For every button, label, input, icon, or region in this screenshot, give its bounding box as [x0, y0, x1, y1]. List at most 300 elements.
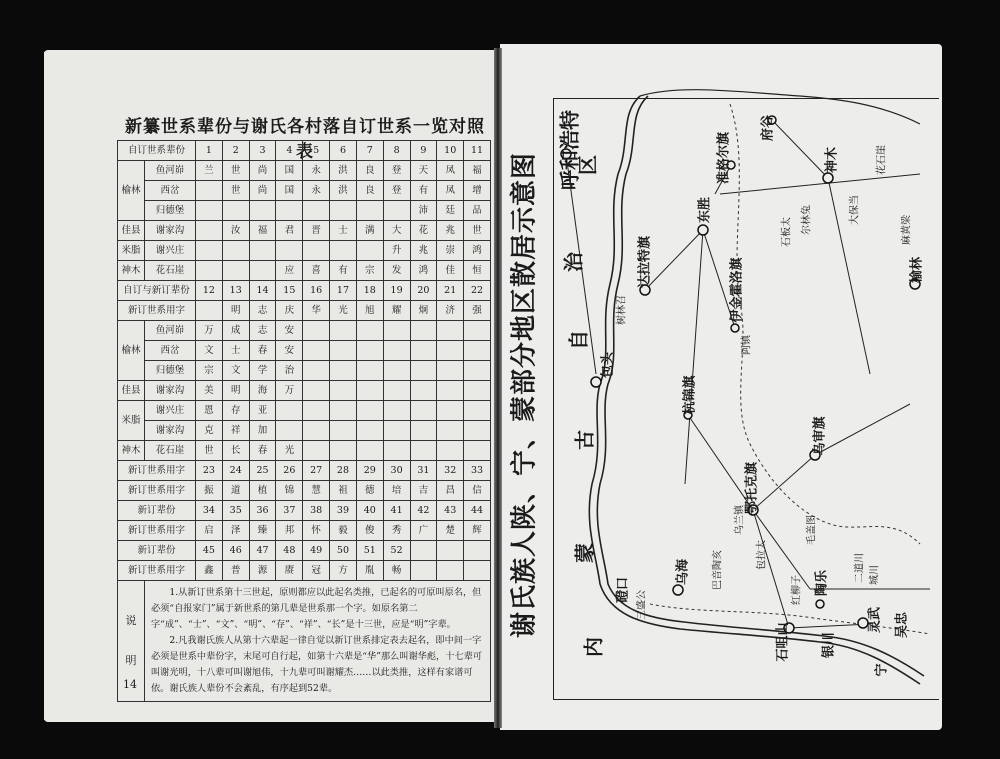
place-zhungeer: 准格尔旗 [716, 131, 732, 185]
generation-number-cell: 3 [249, 141, 276, 161]
generation-char-cell: 鸿 [410, 261, 437, 281]
generation-char-cell: 有 [410, 181, 437, 201]
generation-char-cell [383, 421, 410, 441]
village-cell: 花石崖 [145, 261, 196, 281]
place-taole: 陶乐 [814, 569, 830, 597]
generation-char-cell [276, 201, 303, 221]
generation-char-cell [196, 221, 223, 241]
generation-char-cell [410, 361, 437, 381]
generation-char-cell [437, 401, 464, 421]
generation-char-cell: 学 [249, 361, 276, 381]
generation-char-cell: 耀 [383, 301, 410, 321]
generation-char-cell: 安 [276, 321, 303, 341]
generation-char-cell [437, 561, 464, 581]
row-label-cell: 新订世系用字 [118, 301, 196, 321]
generation-char-cell: 36 [249, 501, 276, 521]
place-huhehaote: 呼和浩特 [557, 110, 582, 190]
generation-char-cell [303, 321, 330, 341]
generation-char-cell: 良 [356, 161, 383, 181]
generation-char-cell [383, 341, 410, 361]
row-label-cell: 新订世系用字 [118, 561, 196, 581]
generation-char-cell: 道 [222, 481, 249, 501]
generation-comparison-table [117, 140, 491, 702]
generation-char-cell [196, 181, 223, 201]
generation-char-cell [222, 241, 249, 261]
table-row [118, 481, 491, 501]
generation-char-cell [356, 241, 383, 261]
generation-char-cell: 吉 [410, 481, 437, 501]
generation-char-cell: 洪 [330, 161, 357, 181]
generation-char-cell [383, 381, 410, 401]
generation-char-cell: 46 [222, 541, 249, 561]
generation-char-cell: 兰 [196, 161, 223, 181]
generation-char-cell [276, 421, 303, 441]
generation-char-cell: 志 [249, 321, 276, 341]
place-etuoke: 鄂托克旗 [744, 461, 760, 515]
generation-char-cell: 国 [276, 161, 303, 181]
generation-char-cell: 39 [330, 501, 357, 521]
table-header-row [118, 141, 491, 161]
generation-char-cell: 德 [356, 481, 383, 501]
village-cell: 西岔 [145, 341, 196, 361]
village-cell: 谢兴庄 [145, 241, 196, 261]
generation-char-cell: 存 [222, 401, 249, 421]
generation-char-cell: 俊 [356, 521, 383, 541]
generation-char-cell: 35 [222, 501, 249, 521]
row-label-cell: 新订世系用字 [118, 461, 196, 481]
generation-char-cell: 15 [276, 281, 303, 301]
generation-char-cell: 43 [437, 501, 464, 521]
village-cell: 归德堡 [145, 361, 196, 381]
row-label-cell: 新订辈份 [118, 541, 196, 561]
generation-char-cell: 植 [249, 481, 276, 501]
county-cell: 米脂 [118, 241, 145, 261]
place-dengkou: 磴口 [615, 576, 631, 604]
table-row [118, 361, 491, 381]
generation-char-cell: 世 [196, 441, 223, 461]
generation-char-cell: 16 [303, 281, 330, 301]
generation-char-cell: 良 [356, 181, 383, 201]
generation-char-cell: 永 [303, 181, 330, 201]
generation-char-cell [196, 201, 223, 221]
generation-char-cell: 永 [303, 161, 330, 181]
generation-char-cell: 有 [330, 261, 357, 281]
generation-char-cell [249, 241, 276, 261]
notes-row [118, 581, 491, 702]
note-paragraph: 2.凡我谢氏族人从第十六辈起一律自觉以新订世系排定表去起名，即中间一字必须是世系中辈份字，末尾可自行起，如第十六辈是“华”那么叫谢华彪，十七辈可叫谢光明，十八辈可叫谢旭伟，十九辈可叫谢耀杰……以此类推，这样有家谱可依。谢氏族人辈份不会紊乱，有序起到52辈。 [151, 635, 482, 694]
place-minor: 城川 [869, 565, 881, 585]
county-cell: 佳县 [118, 381, 145, 401]
generation-char-cell: 27 [303, 461, 330, 481]
generation-char-cell: 祥 [222, 421, 249, 441]
generation-char-cell: 赓 [276, 561, 303, 581]
generation-number-cell: 4 [276, 141, 303, 161]
province-boundary [650, 104, 930, 634]
generation-char-cell [222, 261, 249, 281]
generation-char-cell: 29 [356, 461, 383, 481]
table-row [118, 461, 491, 481]
region-label: 自 [566, 330, 591, 350]
generation-char-cell [437, 341, 464, 361]
table-row [118, 201, 491, 221]
place-minor: 三盛公 [636, 590, 648, 620]
generation-char-cell: 文 [222, 361, 249, 381]
generation-char-cell: 秀 [383, 521, 410, 541]
generation-char-cell: 尚 [249, 161, 276, 181]
table-row [118, 441, 491, 461]
table-row [118, 281, 491, 301]
village-cell: 鱼河峁 [145, 321, 196, 341]
generation-char-cell: 18 [356, 281, 383, 301]
generation-char-cell [356, 401, 383, 421]
generation-char-cell: 满 [356, 221, 383, 241]
generation-char-cell: 世 [222, 161, 249, 181]
generation-char-cell: 成 [222, 321, 249, 341]
generation-char-cell: 华 [303, 301, 330, 321]
generation-char-cell [330, 241, 357, 261]
generation-char-cell: 畅 [383, 561, 410, 581]
region-label: 古 [572, 430, 597, 450]
village-cell: 鱼河峁 [145, 161, 196, 181]
table-row [118, 321, 491, 341]
generation-char-cell [383, 321, 410, 341]
village-cell: 谢家沟 [145, 421, 196, 441]
generation-char-cell [196, 261, 223, 281]
generation-char-cell: 20 [410, 281, 437, 301]
generation-char-cell [410, 541, 437, 561]
generation-char-cell [410, 381, 437, 401]
generation-char-cell: 升 [383, 241, 410, 261]
place-ning: 宁 [874, 663, 890, 677]
generation-char-cell [330, 441, 357, 461]
generation-char-cell: 慧 [303, 481, 330, 501]
generation-char-cell [464, 421, 491, 441]
generation-char-cell [330, 201, 357, 221]
generation-char-cell: 炯 [410, 301, 437, 321]
generation-char-cell: 普 [222, 561, 249, 581]
generation-char-cell: 强 [464, 301, 491, 321]
generation-char-cell: 28 [330, 461, 357, 481]
place-minor: 麻黄梁 [901, 215, 913, 245]
generation-char-cell: 信 [464, 481, 491, 501]
generation-char-cell: 发 [383, 261, 410, 281]
table-row [118, 261, 491, 281]
generation-number-cell: 1 [196, 141, 223, 161]
generation-char-cell: 亚 [249, 401, 276, 421]
place-minor: 二道川 [854, 553, 866, 583]
generation-char-cell [464, 541, 491, 561]
generation-char-cell: 25 [249, 461, 276, 481]
generation-char-cell [464, 381, 491, 401]
generation-number-cell: 8 [383, 141, 410, 161]
generation-char-cell: 兆 [437, 221, 464, 241]
place-yijinhuoluo: 伊金霍洛旗 [729, 257, 745, 323]
generation-char-cell: 沛 [410, 201, 437, 221]
generation-char-cell: 天 [410, 161, 437, 181]
place-hangjin: 杭锦旗 [682, 375, 698, 415]
generation-char-cell [276, 241, 303, 261]
generation-char-cell [249, 261, 276, 281]
generation-char-cell: 22 [464, 281, 491, 301]
generation-char-cell [330, 321, 357, 341]
generation-char-cell: 34 [196, 501, 223, 521]
generation-char-cell: 鸿 [464, 241, 491, 261]
generation-char-cell: 士 [330, 221, 357, 241]
place-yinchuan: 银川 [821, 631, 837, 659]
generation-char-cell: 24 [222, 461, 249, 481]
place-minor: 尔林兔 [801, 205, 813, 235]
generation-char-cell: 50 [330, 541, 357, 561]
generation-char-cell: 12 [196, 281, 223, 301]
village-cell: 花石崖 [145, 441, 196, 461]
place-minor: 毛盖图 [806, 515, 818, 545]
generation-char-cell: 鑫 [196, 561, 223, 581]
generation-char-cell [464, 321, 491, 341]
generation-char-cell [410, 441, 437, 461]
generation-char-cell [437, 361, 464, 381]
table-row [118, 241, 491, 261]
generation-char-cell: 泽 [222, 521, 249, 541]
generation-char-cell: 应 [276, 261, 303, 281]
generation-char-cell: 文 [196, 341, 223, 361]
generation-char-cell: 光 [330, 301, 357, 321]
generation-char-cell: 14 [249, 281, 276, 301]
generation-char-cell: 23 [196, 461, 223, 481]
place-minor: 花石崖 [876, 145, 888, 175]
county-cell: 米脂 [118, 401, 145, 441]
map-title: 谢氏族人陕、宁、蒙部分地区散居示意图 [509, 151, 540, 639]
generation-char-cell: 37 [276, 501, 303, 521]
generation-char-cell: 19 [383, 281, 410, 301]
generation-char-cell: 士 [222, 341, 249, 361]
place-minor: 石板太 [781, 217, 793, 247]
generation-char-cell [437, 421, 464, 441]
generation-number-cell: 10 [437, 141, 464, 161]
generation-number-cell: 9 [410, 141, 437, 161]
generation-char-cell: 胤 [356, 561, 383, 581]
generation-char-cell: 大 [383, 221, 410, 241]
generation-char-cell [410, 561, 437, 581]
generation-char-cell [330, 381, 357, 401]
place-fugu: 府谷 [760, 114, 776, 142]
generation-char-cell: 凤 [437, 161, 464, 181]
table-row [118, 221, 491, 241]
generation-char-cell [356, 341, 383, 361]
generation-char-cell [356, 381, 383, 401]
generation-char-cell: 佳 [437, 261, 464, 281]
generation-char-cell [410, 401, 437, 421]
generation-char-cell: 尚 [249, 181, 276, 201]
generation-char-cell: 30 [383, 461, 410, 481]
county-cell: 榆林 [118, 321, 145, 381]
generation-char-cell [330, 341, 357, 361]
generation-char-cell: 济 [437, 301, 464, 321]
generation-char-cell: 登 [383, 181, 410, 201]
region-label: 治 [561, 252, 586, 272]
generation-char-cell: 52 [383, 541, 410, 561]
generation-char-cell [276, 401, 303, 421]
generation-char-cell [356, 421, 383, 441]
row-label-cell: 新订世系用字 [118, 481, 196, 501]
notes-label-char: 明 [125, 654, 137, 667]
generation-char-cell: 振 [196, 481, 223, 501]
generation-number-cell: 6 [330, 141, 357, 161]
county-cell: 佳县 [118, 221, 145, 241]
county-cell: 榆林 [118, 161, 145, 221]
generation-char-cell [383, 201, 410, 221]
generation-char-cell: 辉 [464, 521, 491, 541]
generation-char-cell [356, 441, 383, 461]
connector-lines [566, 120, 930, 628]
generation-char-cell [303, 241, 330, 261]
generation-char-cell: 国 [276, 181, 303, 201]
place-minor: 巴音陶亥 [712, 550, 724, 590]
generation-char-cell: 春 [249, 341, 276, 361]
generation-char-cell: 春 [249, 441, 276, 461]
generation-char-cell: 广 [410, 521, 437, 541]
generation-char-cell [303, 441, 330, 461]
generation-char-cell [464, 401, 491, 421]
generation-char-cell: 恒 [464, 261, 491, 281]
place-baotou: 包头 [600, 351, 616, 379]
generation-char-cell: 明 [222, 381, 249, 401]
generation-char-cell [410, 421, 437, 441]
row-label-cell: 新订世系用字 [118, 521, 196, 541]
place-minor: 包拉太 [756, 540, 768, 570]
generation-char-cell: 51 [356, 541, 383, 561]
generation-char-cell [330, 421, 357, 441]
generation-char-cell [383, 441, 410, 461]
table-row [118, 561, 491, 581]
generation-char-cell: 晋 [303, 221, 330, 241]
table-row [118, 401, 491, 421]
generation-char-cell: 长 [222, 441, 249, 461]
note-paragraph: 1.从新订世系第十三世起，原则都应以此起名类推，已起名的可原叫原名，但必须“自报家门”属于新世系的第几辈是世系那一个字。如原名第二字“成”、“士”、“文”、“明”、“存”、“祥”、“长”是十三世，应是“明”字辈。 [151, 587, 482, 630]
generation-char-cell: 福 [464, 161, 491, 181]
county-cell: 神木 [118, 441, 145, 461]
generation-char-cell: 恩 [196, 401, 223, 421]
table-row [118, 521, 491, 541]
generation-char-cell: 培 [383, 481, 410, 501]
generation-char-cell: 万 [276, 381, 303, 401]
generation-char-cell: 克 [196, 421, 223, 441]
generation-char-cell [222, 201, 249, 221]
generation-char-cell: 世 [464, 221, 491, 241]
generation-char-cell: 宗 [356, 261, 383, 281]
generation-number-cell: 2 [222, 141, 249, 161]
generation-char-cell [437, 541, 464, 561]
generation-char-cell: 昌 [437, 481, 464, 501]
place-yulin: 榆林 [909, 256, 925, 284]
generation-char-cell: 启 [196, 521, 223, 541]
generation-char-cell [383, 361, 410, 381]
generation-char-cell [356, 361, 383, 381]
generation-char-cell: 31 [410, 461, 437, 481]
generation-char-cell: 方 [330, 561, 357, 581]
generation-char-cell [249, 201, 276, 221]
table-row [118, 341, 491, 361]
header-label-cell: 自订世系辈份 [118, 141, 196, 161]
village-cell: 西岔 [145, 181, 196, 201]
generation-char-cell [330, 361, 357, 381]
generation-char-cell: 冠 [303, 561, 330, 581]
place-wuhai: 乌海 [675, 558, 691, 586]
table-row [118, 541, 491, 561]
generation-char-cell: 汝 [222, 221, 249, 241]
generation-char-cell: 48 [276, 541, 303, 561]
generation-char-cell: 君 [276, 221, 303, 241]
table-row [118, 381, 491, 401]
place-wushen: 乌审旗 [812, 416, 828, 456]
generation-char-cell: 安 [276, 341, 303, 361]
generation-char-cell [196, 301, 223, 321]
place-minor: 红柳子 [791, 575, 803, 605]
generation-char-cell: 38 [303, 501, 330, 521]
place-dongsheng: 东胜 [697, 196, 713, 224]
region-label: 内 [581, 637, 606, 657]
generation-number-cell: 11 [464, 141, 491, 161]
generation-char-cell: 光 [276, 441, 303, 461]
place-shenmu: 神木 [824, 146, 840, 174]
generation-char-cell: 47 [249, 541, 276, 561]
notes-label-char: 说 [125, 614, 137, 627]
generation-char-cell: 加 [249, 421, 276, 441]
generation-char-cell: 志 [249, 301, 276, 321]
generation-char-cell [410, 321, 437, 341]
generation-char-cell: 崇 [437, 241, 464, 261]
generation-char-cell: 13 [222, 281, 249, 301]
generation-char-cell: 臻 [249, 521, 276, 541]
generation-char-cell: 49 [303, 541, 330, 561]
village-cell: 谢家沟 [145, 381, 196, 401]
table-row [118, 421, 491, 441]
table-row [118, 501, 491, 521]
place-minor: 树林召 [616, 295, 628, 325]
village-cell: 谢兴庄 [145, 401, 196, 421]
generation-char-cell: 登 [383, 161, 410, 181]
place-dalate: 达拉特旗 [637, 235, 653, 289]
generation-char-cell [464, 361, 491, 381]
generation-number-cell: 5 [303, 141, 330, 161]
generation-char-cell [437, 321, 464, 341]
generation-char-cell: 万 [196, 321, 223, 341]
generation-char-cell: 42 [410, 501, 437, 521]
generation-char-cell: 福 [249, 221, 276, 241]
row-label-cell: 新订辈份 [118, 501, 196, 521]
village-cell: 谢家沟 [145, 221, 196, 241]
generation-char-cell: 凤 [437, 181, 464, 201]
page-number: 14 [123, 678, 137, 691]
generation-char-cell [303, 381, 330, 401]
generation-char-cell: 40 [356, 501, 383, 521]
generation-char-cell [410, 341, 437, 361]
place-minor: 大保当 [849, 195, 861, 225]
place-minor: 乌兰镇 [734, 505, 746, 535]
generation-char-cell: 45 [196, 541, 223, 561]
generation-char-cell: 邦 [276, 521, 303, 541]
generation-number-cell: 7 [356, 141, 383, 161]
generation-char-cell: 廷 [437, 201, 464, 221]
generation-char-cell [303, 421, 330, 441]
generation-char-cell [464, 341, 491, 361]
generation-char-cell [196, 241, 223, 261]
generation-char-cell: 44 [464, 501, 491, 521]
generation-char-cell: 宗 [196, 361, 223, 381]
generation-char-cell: 美 [196, 381, 223, 401]
generation-char-cell: 兆 [410, 241, 437, 261]
generation-char-cell: 海 [249, 381, 276, 401]
generation-char-cell: 品 [464, 201, 491, 221]
